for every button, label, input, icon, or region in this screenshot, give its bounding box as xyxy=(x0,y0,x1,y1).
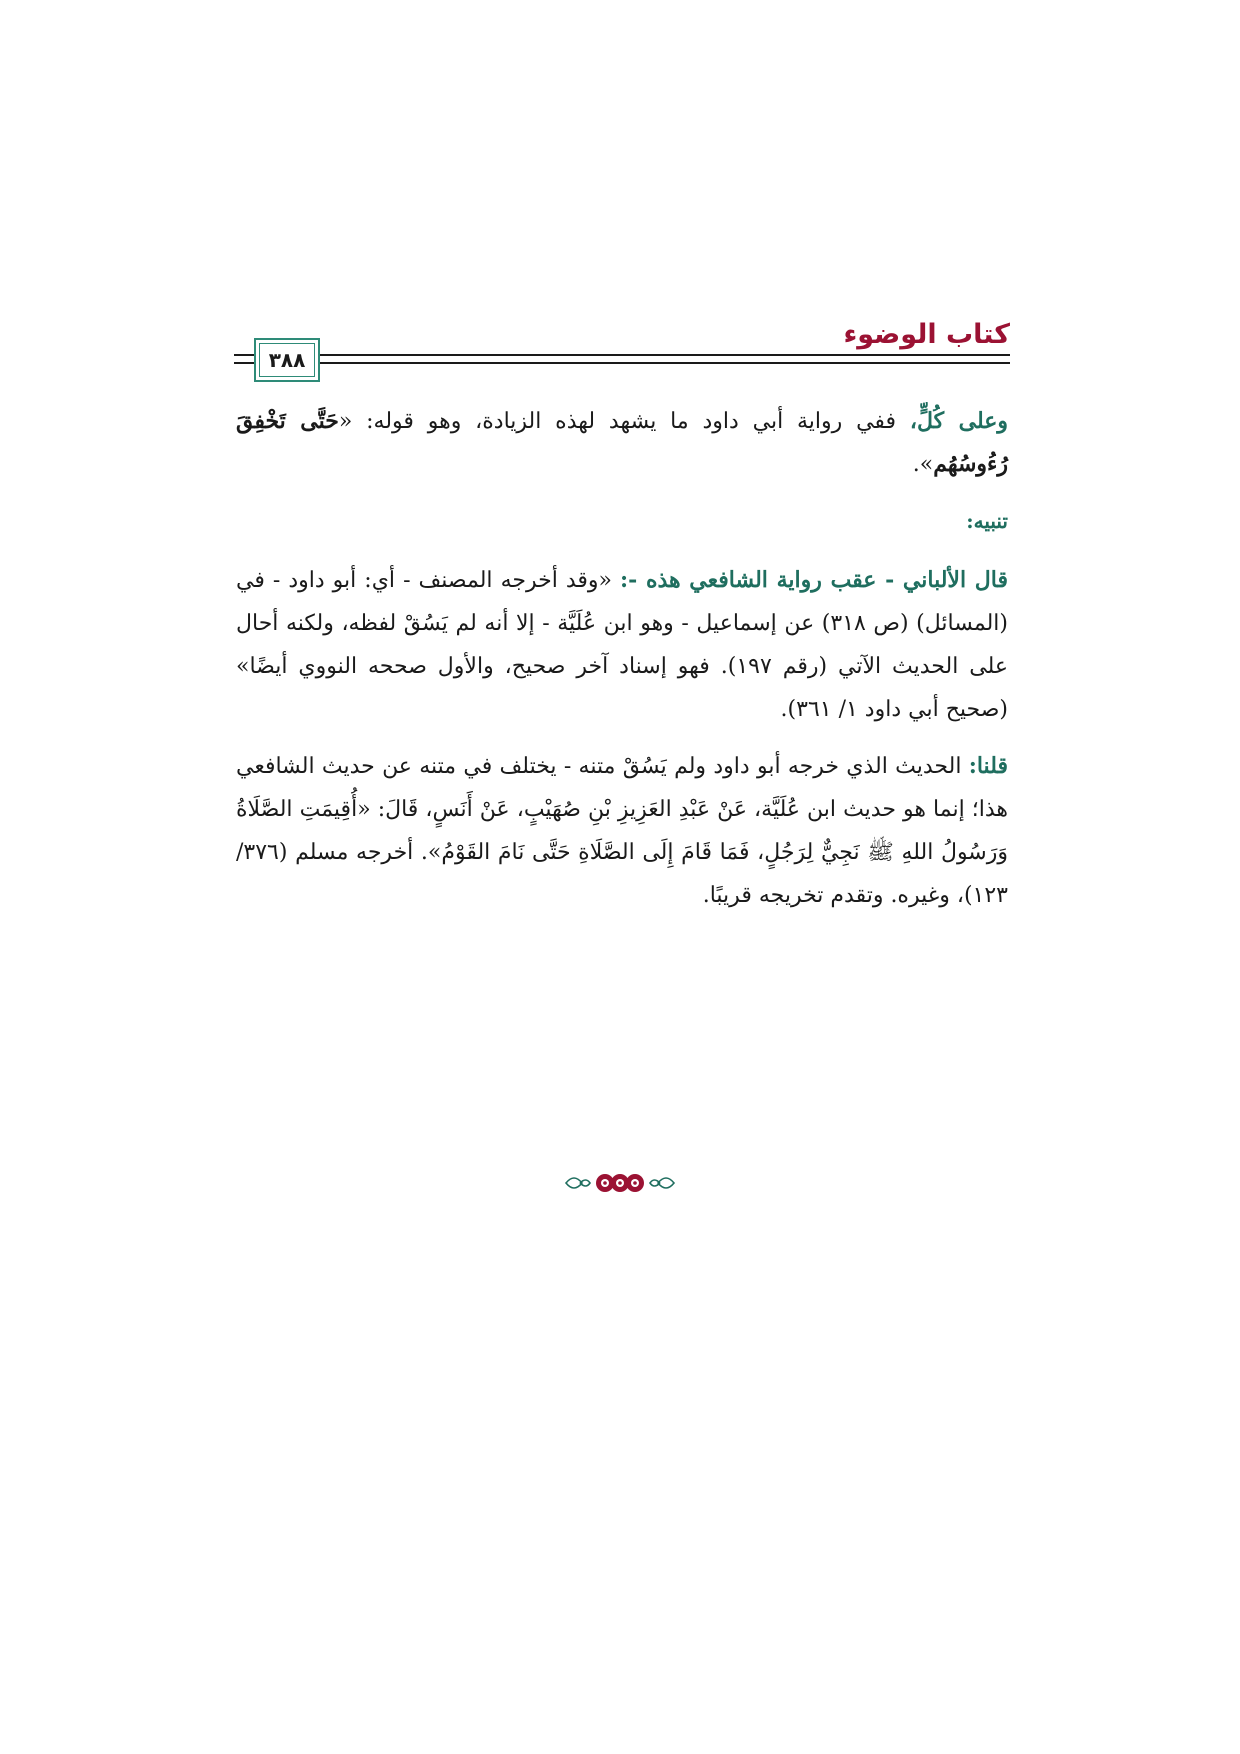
floral-divider-icon xyxy=(560,1168,680,1198)
header-rule-top xyxy=(234,354,1010,356)
paragraph-2-text: «وقد أخرجه المصنف - أي: أبو داود - في (المسائل) (ص ٣١٨) عن إسماعيل - وهو ابن عُلَيَّة - إلا أنه لم يَسُقْ لفظه، ولكنه أحال على الحديث الآتي (رقم ١٩٧). فهو إسناد آخر صحيح، والأول صححه النووي أيضًا» (صحيح أبي داود ١/ ٣٦١). xyxy=(236,568,1009,722)
page-number: ٣٨٨ xyxy=(268,348,306,372)
paragraph-1-end: ». xyxy=(912,452,934,477)
paragraph-2 xyxy=(236,559,1008,731)
paragraph-1-lead: وعلى كُلٍّ، xyxy=(909,408,1008,434)
paragraph-3-lead: قلنا: xyxy=(968,753,1008,779)
page-number-frame xyxy=(254,338,320,382)
page-body xyxy=(236,400,1008,931)
paragraph-3-text: الحديث الذي خرجه أبو داود ولم يَسُقْ متنه - يختلف في متنه عن حديث الشافعي هذا؛ إنما هو حديث ابن عُلَيَّة، عَنْ عَبْدِ العَزِيزِ بْنِ صُهَيْبٍ، عَنْ أَنَسٍ، قَالَ: «أُقِيمَتِ الصَّلَاةُ وَرَسُولُ اللهِ ﷺ نَجِيٌّ لِرَجُلٍ، فَمَا قَامَ إِلَى الصَّلَاةِ حَتَّى نَامَ القَوْمُ». أخرجه مسلم (٣٧٦/ ١٢٣)، وغيره. وتقدم تخريجه قريبًا. xyxy=(236,754,1008,908)
page-header xyxy=(234,318,1010,382)
chapter-title: كتاب الوضوء xyxy=(843,319,1010,350)
paragraph-3 xyxy=(236,745,1008,917)
hadith-quote: حَتَّى تَخْفِقَ رُءُوسُهُم xyxy=(236,408,1008,477)
header-rule-bottom xyxy=(234,362,1010,364)
note-label: تنبيه: xyxy=(966,509,1008,533)
paragraph-1-text: ففي رواية أبي داود ما يشهد لهذه الزيادة، وهو قوله: « xyxy=(338,409,910,434)
paragraph-2-lead: قال الألباني - عقب رواية الشافعي هذه -: xyxy=(620,567,1008,593)
paragraph-1 xyxy=(236,400,1008,486)
